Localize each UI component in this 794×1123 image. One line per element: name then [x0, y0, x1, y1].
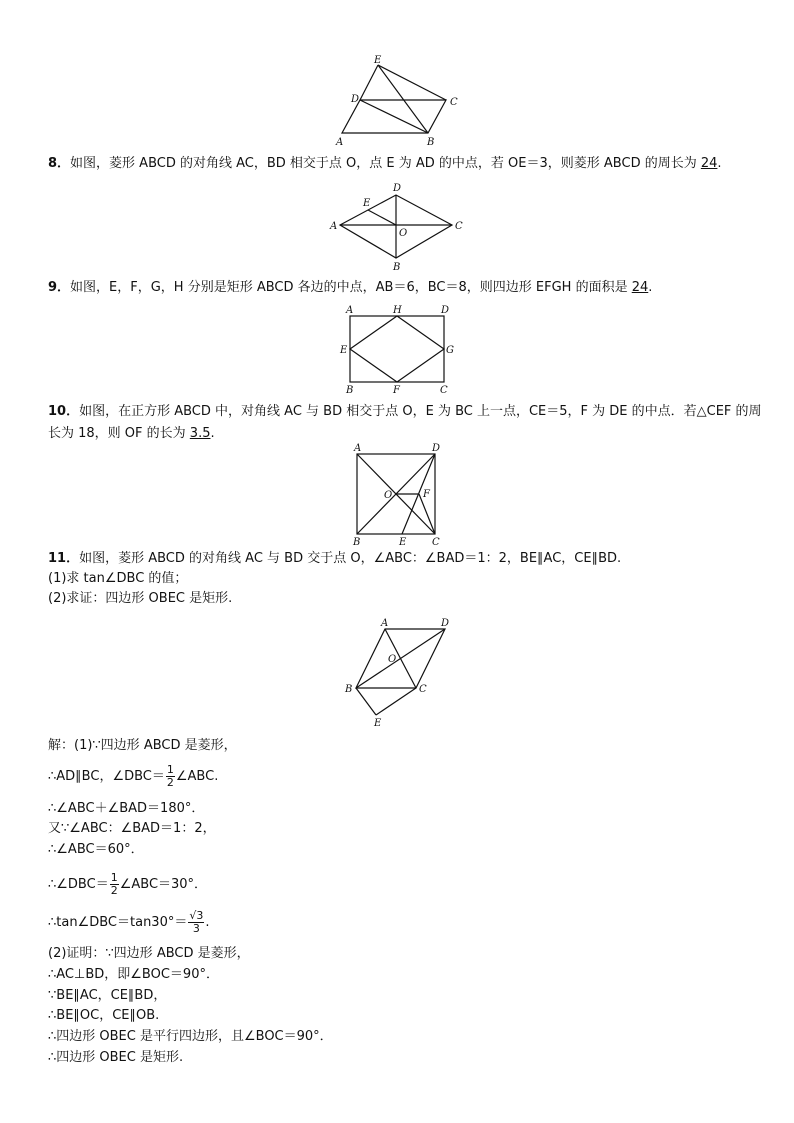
solution-line-8: (2)证明：∵四边形 ABCD 是菱形，: [48, 946, 250, 961]
q8-number: 8．: [48, 156, 71, 171]
fig9-label-f: F: [393, 385, 400, 396]
fig7-label-c: C: [450, 97, 458, 108]
solution-l7-end: .: [205, 915, 210, 930]
fig11-label-c: C: [419, 684, 427, 695]
q11-number: 11．: [48, 551, 80, 566]
fraction-half: [166, 764, 175, 789]
q8-end: .: [717, 156, 722, 171]
fig10-label-o: O: [384, 490, 393, 501]
fig9-label-e: E: [340, 345, 348, 356]
q10-answer: 3.5: [189, 426, 211, 441]
solution-line-1: 解：(1)∵四边形 ABCD 是菱形，: [48, 738, 237, 753]
q11-part1: (1)求 tan∠DBC 的值；: [48, 571, 188, 586]
fig8-label-d: D: [393, 183, 402, 194]
q8-answer: 24: [700, 156, 718, 171]
q9-text: 如图，E，F，G，H 分别是矩形 ABCD 各边的中点，AB＝6，BC＝8，则四边形 EFGH 的面积是: [70, 280, 632, 295]
fig7-label-b: B: [427, 137, 435, 148]
solution-line-12: ∴四边形 OBEC 是平行四边形，且∠BOC＝90°．: [48, 1029, 333, 1044]
solution-l2-start: ∴AD∥BC，∠DBC＝: [48, 769, 165, 784]
fraction-denominator: 3: [192, 922, 200, 935]
q10-text1: 如图，在正方形 ABCD 中，对角线 AC 与 BD 相交于点 O，E 为 BC 上一点，CE＝5，F 为 DE 的中点．若△CEF 的周: [79, 404, 762, 419]
fig11-label-o: O: [388, 654, 397, 665]
fig7-label-e: E: [374, 55, 382, 66]
q9-answer: 24: [631, 280, 649, 295]
fraction-denominator: 2: [110, 884, 118, 897]
q10-end: .: [210, 426, 215, 441]
solution-line-9: ∴AC⊥BD，即∠BOC＝90°．: [48, 967, 219, 982]
solution-line-10: ∵BE∥AC，CE∥BD，: [48, 988, 167, 1003]
fig8-label-e: E: [363, 198, 371, 209]
solution-line-7: [48, 910, 210, 935]
fig9-label-h: H: [393, 305, 402, 316]
fig11-label-b: B: [345, 684, 353, 695]
fraction-numerator: √3: [189, 909, 204, 922]
fig9-label-c: C: [440, 385, 448, 396]
solution-line-6: [48, 872, 207, 897]
fraction-numerator: 1: [166, 763, 174, 776]
fig9-label-b: B: [346, 385, 354, 396]
fig9-label-g: G: [446, 345, 454, 356]
fig10-label-c: C: [432, 537, 440, 548]
solution-l2-end: ∠ABC.: [175, 769, 219, 784]
fig10-label-e: E: [399, 537, 407, 548]
solution-line-13: ∴四边形 OBEC 是矩形.: [48, 1050, 184, 1065]
fraction-half-2: [110, 872, 119, 897]
fraction-denominator: 2: [166, 776, 174, 789]
fig10-label-a: A: [354, 443, 362, 454]
solution-line-3: ∴∠ABC＋∠BAD＝180°．: [48, 801, 205, 816]
fig8-label-b: B: [393, 262, 401, 273]
solution-l6-start: ∴∠DBC＝: [48, 877, 109, 892]
fig11-label-a: A: [381, 618, 389, 629]
fig11-diagonal-bd: [356, 629, 445, 688]
solution-line-11: ∴BE∥OC，CE∥OB.: [48, 1008, 160, 1023]
fig11-label-e: E: [374, 718, 382, 729]
q9-end: .: [648, 280, 653, 295]
fig8-label-o: O: [399, 228, 408, 239]
solution-l6-end: ∠ABC＝30°．: [119, 877, 208, 892]
fraction-numerator: 1: [110, 871, 118, 884]
solution-line-5: ∴∠ABC＝60°．: [48, 842, 144, 857]
q10-number: 10．: [48, 404, 80, 419]
q11-text: 如图，菱形 ABCD 的对角线 AC 与 BD 交于点 O，∠ABC：∠BAD＝1：2，BE∥AC，CE∥BD.: [79, 551, 622, 566]
q9-number: 9．: [48, 280, 71, 295]
solution-l7-start: ∴tan∠DBC＝tan30°＝: [48, 915, 188, 930]
fig7-label-d: D: [351, 94, 360, 105]
fig8-label-a: A: [330, 221, 338, 232]
q11-part2: (2)求证：四边形 OBEC 是矩形.: [48, 591, 233, 606]
solution-line-4: 又∵∠ABC：∠BAD＝1：2，: [48, 821, 216, 836]
fraction-sqrt3-over-3: [188, 910, 204, 935]
fig7-label-a: A: [336, 137, 344, 148]
fig9-label-d: D: [441, 305, 450, 316]
fig11-line-ce: [376, 688, 416, 715]
fig8-label-c: C: [455, 221, 463, 232]
solution-line-2: [48, 764, 218, 789]
fig11-label-d: D: [441, 618, 450, 629]
fig10-label-f: F: [423, 489, 430, 500]
fig9-label-a: A: [346, 305, 354, 316]
fig10-label-d: D: [432, 443, 441, 454]
fig10-label-b: B: [353, 537, 361, 548]
fig11-line-be: [356, 688, 376, 715]
q8-text: 如图，菱形 ABCD 的对角线 AC，BD 相交于点 O，点 E 为 AD 的中点，若 OE＝3，则菱形 ABCD 的周长为: [70, 156, 701, 171]
q10-text2: 长为 18，则 OF 的长为: [48, 426, 190, 441]
